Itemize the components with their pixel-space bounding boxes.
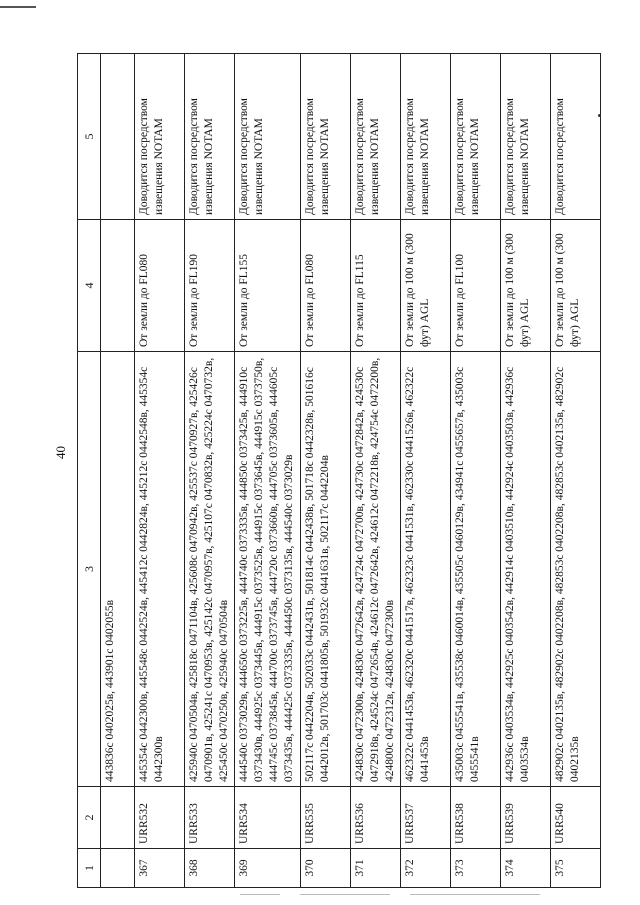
cell-limits: От земли до FL190	[185, 220, 235, 352]
cell-code: URR533	[185, 787, 235, 849]
cell-notice: Доводится посредством	[551, 54, 601, 220]
cell-code: URR532	[135, 787, 185, 849]
column-header: 2	[78, 787, 101, 849]
column-header-row	[78, 54, 101, 888]
cell-limits: От земли до FL080	[301, 220, 351, 352]
cell-num	[101, 849, 135, 888]
airspace-table	[77, 53, 601, 888]
cell-num: 367	[135, 849, 185, 888]
cell-notice: Доводится посредством извещения NOTAM	[351, 54, 401, 220]
cell-limits: От земли до 100 м (300 фут) AGL	[401, 220, 451, 352]
continuation-row	[101, 54, 135, 888]
column-header: 4	[78, 220, 101, 352]
cell-coords: 442936с 0403534в, 442925с 0403542в, 442914с 0403510в, 442924с 0403503в, 442936с 0403534в	[501, 352, 551, 787]
page-number: 40	[53, 446, 68, 459]
cell-coords: 443836с 0402025в, 443901с 0402055в	[101, 352, 135, 787]
cell-code: URR538	[451, 787, 501, 849]
cell-num: 371	[351, 849, 401, 888]
table-row	[451, 54, 501, 888]
cell-limits: От земли до FL115	[351, 220, 401, 352]
cell-coords: 482902с 0402135в, 482902с 0402208в, 482853с 0402208в, 482853с 0402135в, 482902с 0402135в	[551, 352, 601, 787]
cell-notice: Доводится посредством извещения NOTAM	[451, 54, 501, 220]
cell-coords: 462322с 0441453в, 462320с 0441517в, 462323с 0441531в, 462330с 0441526в, 462322с 0441453в	[401, 352, 451, 787]
cell-notice: Доводится посредством извещения NOTAM	[301, 54, 351, 220]
column-header: 3	[78, 352, 101, 787]
cell-code: URR537	[401, 787, 451, 849]
cell-coords: 425940с 0470504в, 425818с 0471104в, 425608с 0470942в, 425537с 0470927в, 425426с 0470901в, 425241с 0470953в, 425142с 0470957в, 425107с 0470832в, 425224с 0470732в, 425450с 0470250в, 425940с 0470504в	[185, 352, 235, 787]
cell-code	[101, 787, 135, 849]
column-header: 1	[78, 849, 101, 888]
cell-num: 375	[551, 849, 601, 888]
cell-notice: Доводится посредством извещения NOTAM	[235, 54, 301, 220]
cell-limits: От земли до 100 м (300 фут) AGL	[501, 220, 551, 352]
table-row	[301, 54, 351, 888]
cell-notice: Доводится посредством извещения NOTAM	[401, 54, 451, 220]
cell-limits: От земли до FL100	[451, 220, 501, 352]
cell-coords: 445354с 0442300в, 445548с 0442524в, 445412с 0442824в, 445212с 0442548в, 445354с 0442300в	[135, 352, 185, 787]
table-row	[551, 54, 601, 888]
table-row	[351, 54, 401, 888]
cell-num: 372	[401, 849, 451, 888]
column-header: 5	[78, 54, 101, 220]
cell-num: 373	[451, 849, 501, 888]
cell-code: URR535	[301, 787, 351, 849]
cell-notice: Доводится посредством извещения NOTAM	[185, 54, 235, 220]
cell-coords: 444540с 0373029в, 444650с 0373225в, 444740с 0373335в, 444850с 0373425в, 444910с 0373430в, 444925с 0373445в, 444915с 0373525в, 444915с 0373645в, 444915с 0373750в, 444745с 0373845в, 444700с 0373745в, 444720с 0373660в, 444705с 0373605в, 444605с 0373435в, 444425с 0373335в, 444450с 0373135в, 444540с 0373029в	[235, 352, 301, 787]
table-row	[401, 54, 451, 888]
cell-limits: От земли до FL080	[135, 220, 185, 352]
cell-code: URR536	[351, 787, 401, 849]
cell-notice	[101, 54, 135, 220]
cell-code: URR539	[501, 787, 551, 849]
cell-coords: 435003с 0455541в, 435538с 0460014в, 435505с 0460129в, 434941с 0455657в, 435003с 0455541в	[451, 352, 501, 787]
cell-coords: 502117с 0442204в, 502033с 0442431в, 501814с 0442438в, 501718с 0442328в, 501616с 0442012в, 501703с 0441805в, 501932с 0441631в, 502117с 0442204в	[301, 352, 351, 787]
cell-code: URR534	[235, 787, 301, 849]
cell-limits: От земли до 100 м (300 фут) AGL	[551, 220, 601, 352]
cell-limits: От земли до FL155	[235, 220, 301, 352]
table-row	[501, 54, 551, 888]
cell-code: URR540	[551, 787, 601, 849]
table-row	[235, 54, 301, 888]
cell-notice: Доводится посредством извещения NOTAM	[135, 54, 185, 220]
cell-num: 370	[301, 849, 351, 888]
cell-coords: 424830с 0472300в, 424830с 0472642в, 424724с 0472700в, 424730с 0472842в, 424530с 0472918в, 424524с 0472654в, 424612с 0472642в, 424612с 0472218в, 424754с 0472200в, 424800с 0472312в, 424830с 0472300в	[351, 352, 401, 787]
cell-notice: Доводится посредством извещения NOTAM	[501, 54, 551, 220]
cell-num: 368	[185, 849, 235, 888]
cell-num: 374	[501, 849, 551, 888]
table-row	[185, 54, 235, 888]
cell-num: 369	[235, 849, 301, 888]
scan-speck	[598, 114, 601, 117]
table-row	[135, 54, 185, 888]
cell-limits	[101, 220, 135, 352]
